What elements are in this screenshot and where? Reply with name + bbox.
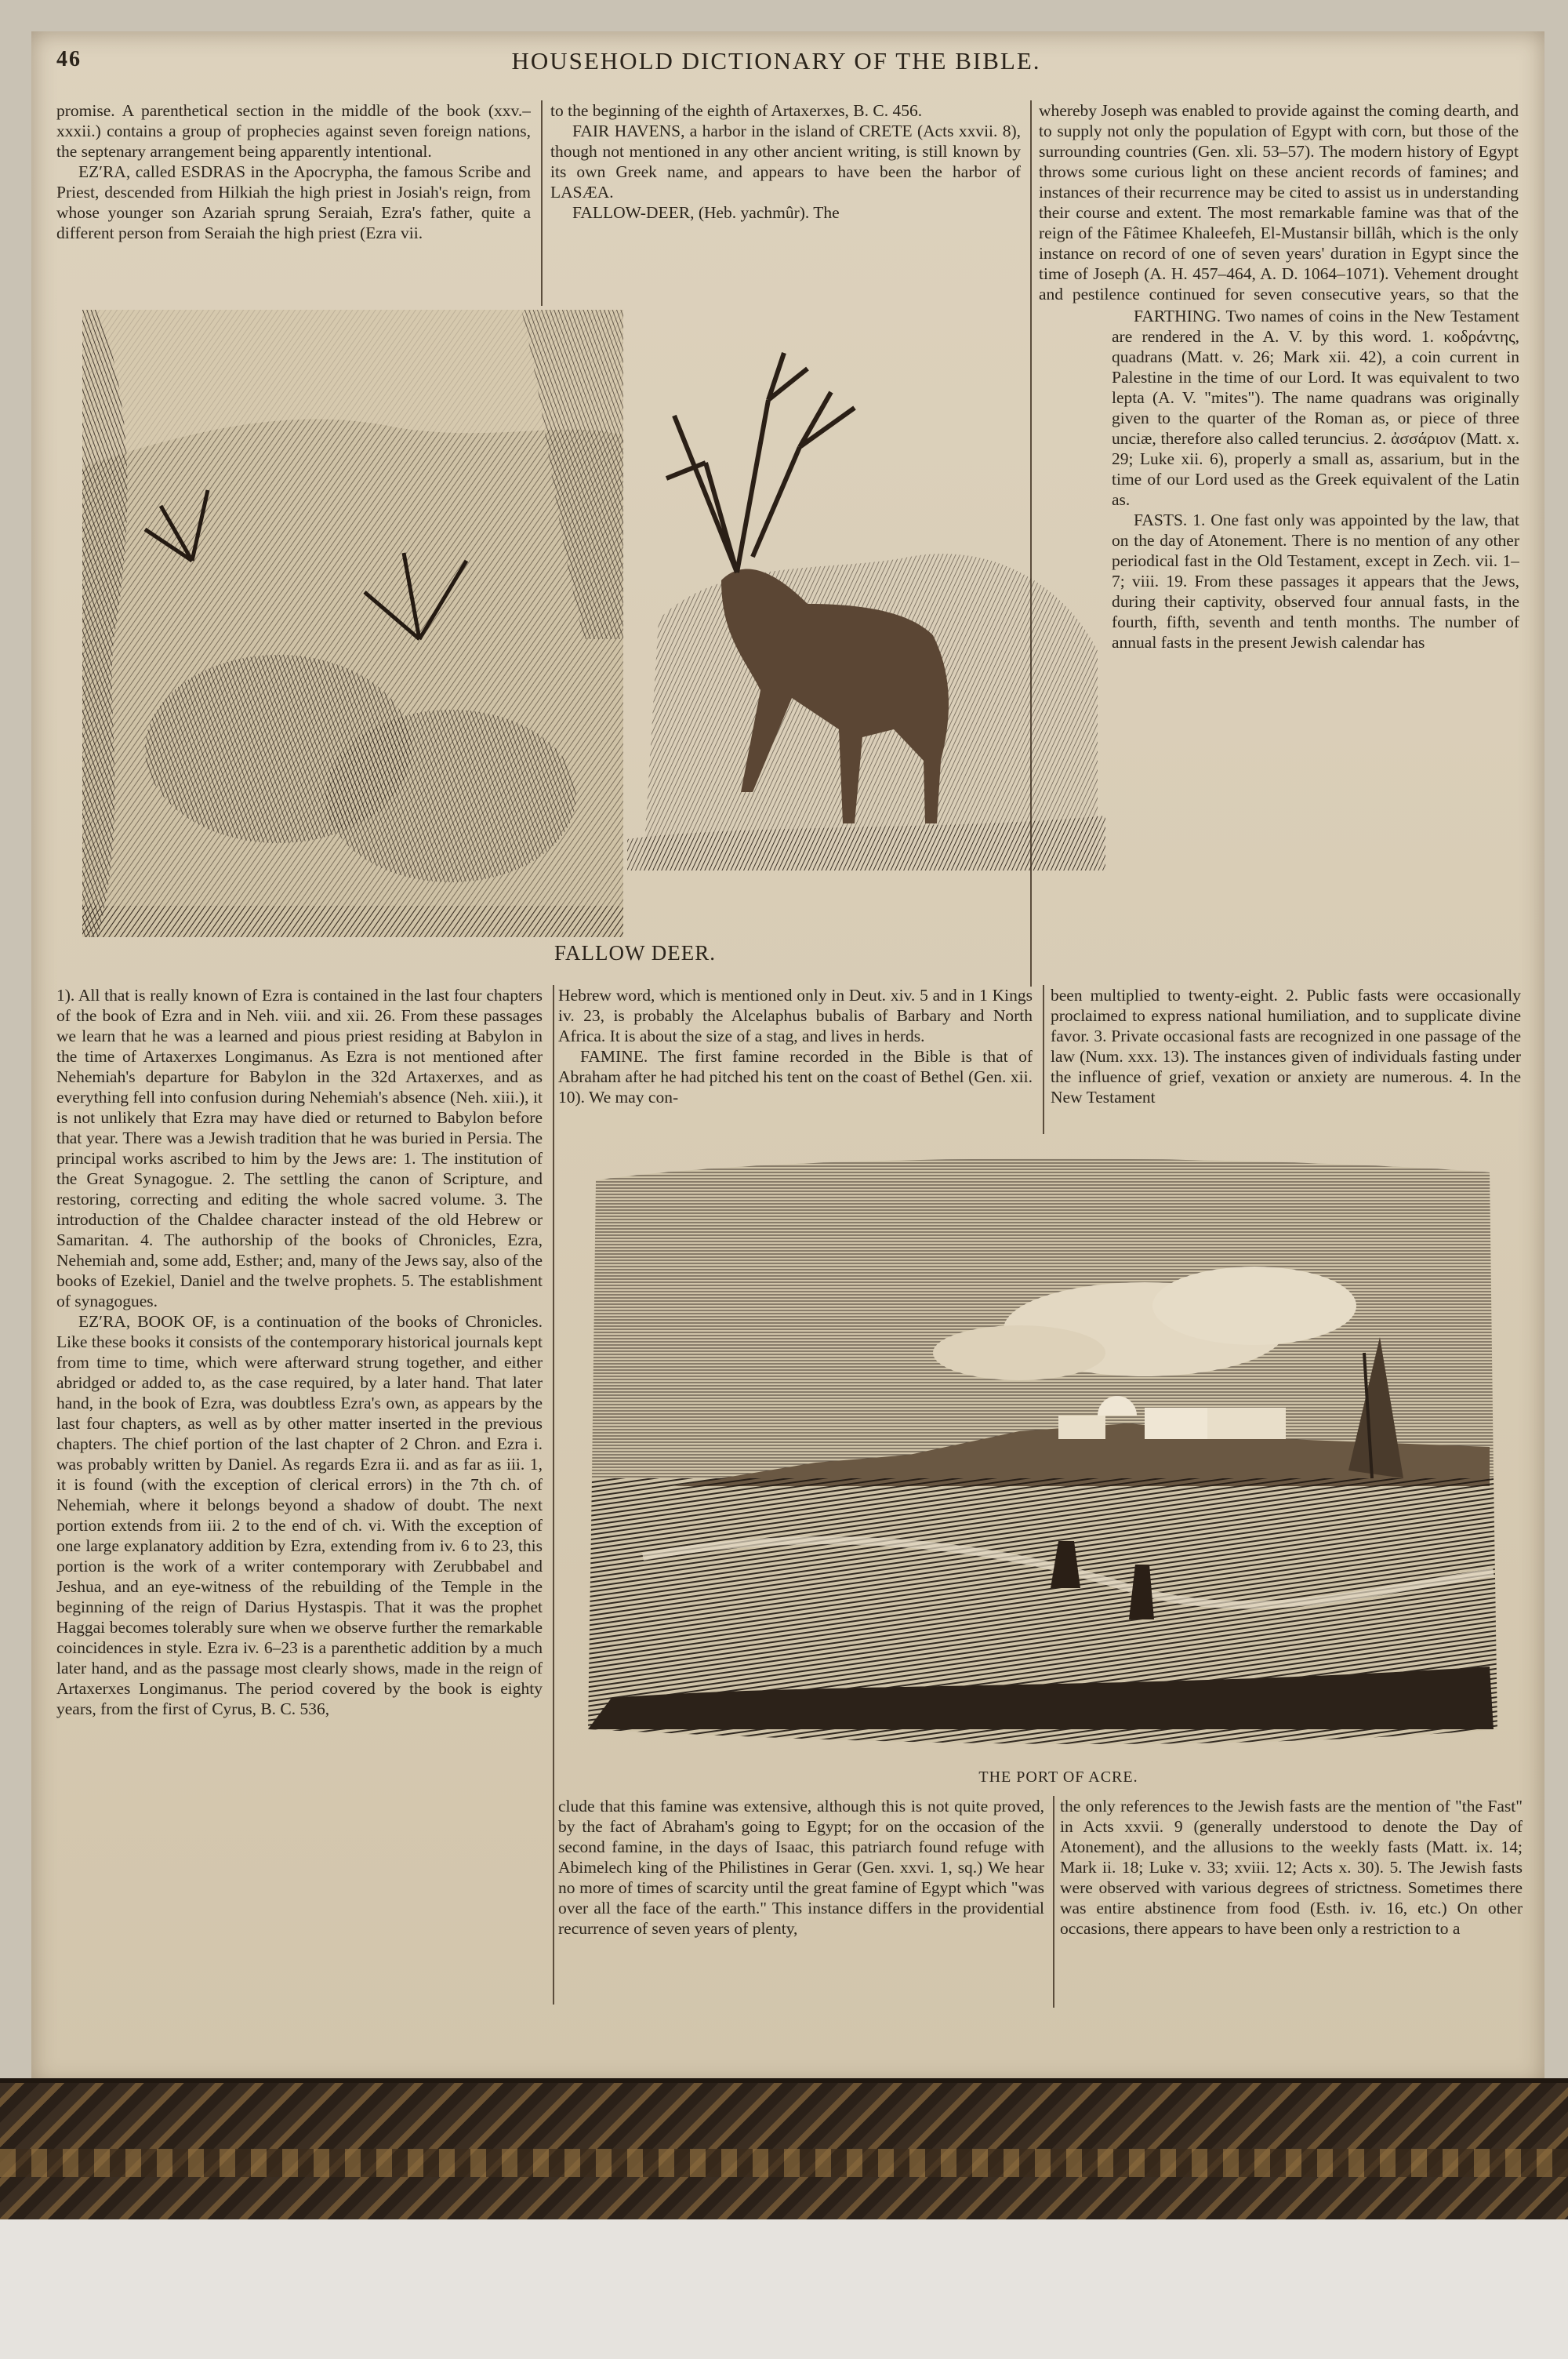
column-3-top — [1039, 100, 1519, 306]
fallow-deer-illustration-right — [627, 322, 1105, 871]
page-number: 46 — [56, 47, 82, 71]
paragraph: Hebrew word, which is mentioned only in Deut. xiv. 5 and in 1 Kings iv. 23, is probably the Alcelaphus bubalis of Barbary and North Africa. It is about the size of a stag, and lives in herds. — [558, 986, 1033, 1045]
column-rule — [1043, 985, 1044, 1134]
column-1-top — [56, 100, 531, 306]
paragraph: EZ′RA, BOOK OF, is a continuation of the books of Chronicles. Like these books it consists of the contemporary historical journals kept from time to time, which were afterward strung together, and either abridged or added to, as the case required, by a later hand. That later hand, in the book of Ezra, was doubtless Ezra's own, as appears by the last four chapters, as well as by other matter inserted in the previous chapters. The chief portion of the last chapter of 2 Chron. and Ezra i. was probably written by Daniel. As regards Ezra ii. and as far as iii. 1, it is found (with the exception of clerical errors) in the 7th ch. of Nehemiah, where it belongs beyond a shadow of doubt. The next portion extends from iii. 2 to the end of ch. vi. With the exception of one large explanatory addition by Ezra, extending from iv. 6 to 23, this portion is the work of a writer contemporary with Zerubbabel and Jeshua, and an eye-witness of the rebuilding of the Temple in the beginning of the reign of Darius Hystaspis. That it was the prophet Haggai becomes tolerably sure when we observe further the remarkable coincidences in style. Ezra iv. 6–23 is a parenthetic addition by a much later hand, and as the passage most clearly shows, made in the reign of Artaxerxes Longimanus. The period covered by the book is eighty years, from the first of Cyrus, B. C. 536, — [56, 1312, 543, 1718]
paragraph: promise. A parenthetical section in the middle of the book (xxv.–xxxii.) contains a group of prophecies against seven foreign nations, the septenary arrangement being apparently intentional. — [56, 101, 531, 161]
binding-band — [0, 2149, 1568, 2177]
column-3-wrap — [1112, 306, 1519, 971]
paragraph: EZ′RA, called ESDRAS in the Apocrypha, the famous Scribe and Priest, descended from Hilkiah the high priest in Josiah's reign, from whose younger son Azariah sprung Seraiah, Ezra's father, quite a different person from Seraiah the high priest (Ezra vii. — [56, 162, 531, 242]
port-of-acre-illustration — [580, 1149, 1505, 1761]
column-rule — [1053, 1796, 1054, 2008]
paragraph: 1). All that is really known of Ezra is contained in the last four chapters of the book of Ezra and in Neh. viii. and xii. 26. From these passages we learn that he was a learned and pious priest residing at Babylon in the time of Artaxerxes Longimanus. As Ezra is not mentioned after Nehemiah's departure for Babylon in the 32d Artaxerxes, and as everything fell into confusion during Nehemiah's absence (Neh. xiii.), it is not unlikely that Ezra may have died or returned to Babylon before that year. There was a Jewish tradition that he was buried in Persia. The principal works ascribed to him by the Jews are: 1. The institution of the Great Synagogue. 2. The settling the canon of Scripture, and restoring, correcting and editing the whole sacred volume. 3. The introduction of the Chaldee character instead of the old Hebrew or Samaritan. 4. The authorship of the books of Chronicles, Ezra, Nehemiah and, some add, Esther; and, many of the Jews say, also of the books of Ezekiel, Daniel and the twelve prophets. 5. The establishment of synagogues. — [56, 986, 543, 1310]
background-surface — [0, 2219, 1568, 2359]
paragraph: FALLOW-DEER, (Heb. yachmûr). The — [572, 203, 840, 222]
figure-caption-port-of-acre: THE PORT OF ACRE. — [978, 1768, 1138, 1786]
column-rule — [553, 985, 554, 2005]
paragraph: FARTHING. Two names of coins in the New Testament are rendered in the A. V. by this word. 1. κοδράντης, quadrans (Matt. v. 26; Mark xii. 42), a coin current in Palestine in the time of our Lord. It was equivalent to two lepta (A. V. "mites"). The name quadrans was originally given to the quarter of the Roman as, or piece of three unciæ, therefore also called teruncius. 2. ἀσσάριον (Matt. x. 29; Luke xii. 6), properly a small as, assarium, but in the time of our Lord used as the Greek equivalent of the Latin as. — [1112, 307, 1519, 509]
column-2-top — [550, 100, 1021, 290]
paragraph: FAMINE. The first famine recorded in the Bible is that of Abraham after he had pitched his tent on the coast of Bethel (Gen. xii. 10). We may con- — [558, 1047, 1033, 1107]
column-1-middle — [56, 985, 543, 2012]
paragraph: been multiplied to twenty-eight. 2. Public fasts were occasionally proclaimed to express national humiliation, and to supplicate divine favor. 3. Private occasional fasts are recognized in one passage of the law (Num. xxx. 13). The instances given of individuals fasting under the influence of grief, vexation or anxiety are numerous. 4. In the New Testament — [1051, 986, 1521, 1107]
column-2-middle — [558, 985, 1033, 1134]
running-header — [47, 47, 1505, 83]
paragraph: whereby Joseph was enabled to provide against the coming dearth, and to supply not only the population of Egypt with corn, but those of the surrounding countries (Gen. xli. 53–57). The modern history of Egypt throws some curious light on these ancient records of famines; and instances of their recurrence may be cited to assist us in understanding their course and extent. The most remarkable famine was that of the reign of the Fâtimee Khaleefeh, El-Mustansir billâh, which is the only instance on record of one of seven years' duration in Egypt since the time of Joseph (A. H. 457–464, A. D. 1064–1071). Vehement drought and pestilence continued for seven consecutive years, so that the — [1039, 101, 1519, 304]
paragraph: FASTS. 1. One fast only was appointed by the law, that on the day of Atonement. There is no mention of any other periodical fast in the Old Testament, except in Zech. vii. 1–7; viii. 19. From these passages it appears that the Jews, during their captivity, observed four annual fasts, in the fourth, fifth, seventh and tenth months. The number of annual fasts in the present Jewish calendar has — [1112, 511, 1519, 652]
column-3-bottom — [1060, 1796, 1523, 2008]
column-3-middle — [1051, 985, 1521, 1134]
column-2-bottom — [558, 1796, 1044, 2008]
figure-caption-fallow-deer: FALLOW DEER. — [554, 941, 716, 965]
paragraph: clude that this famine was extensive, although this is not quite proved, by the fact of Abraham's going to Egypt; for on the occasion of the second famine, in the days of Isaac, this patriarch found refuge with Abimelech king of the Philistines in Gerar (Gen. xxvi. 1, sq.) We hear no more of times of scarcity until the great famine of Egypt which "was over all the face of the earth." This instance differs in the providential recurrence of seven years of plenty, — [558, 1797, 1044, 1938]
column-rule — [541, 100, 543, 306]
paragraph: FAIR HAVENS, a harbor in the island of CRETE (Acts xxvii. 8), though not mentioned in any other ancient writing, is still known by its own Greek name, and appears to have been the harbor of LASÆA. — [550, 122, 1021, 202]
paragraph: the only references to the Jewish fasts are the mention of "the Fast" in Acts xxvii. 9 (generally understood to denote the Day of Atonement), and the allusions to the weekly fasts (Matt. ix. 14; Mark ii. 18; Luke v. 33; xviii. 12; Acts x. 30). 5. The Jewish fasts were observed with various degrees of strictness. Sometimes there was entire abstinence from food (Esth. iv. 16, etc.) On other occasions, there appears to have been only a restriction to a — [1060, 1797, 1523, 1938]
fallow-deer-illustration-left — [82, 310, 623, 937]
page-title: HOUSEHOLD DICTIONARY OF THE BIBLE. — [511, 47, 1041, 75]
paragraph: to the beginning of the eighth of Artaxerxes, B. C. 456. — [550, 101, 923, 120]
